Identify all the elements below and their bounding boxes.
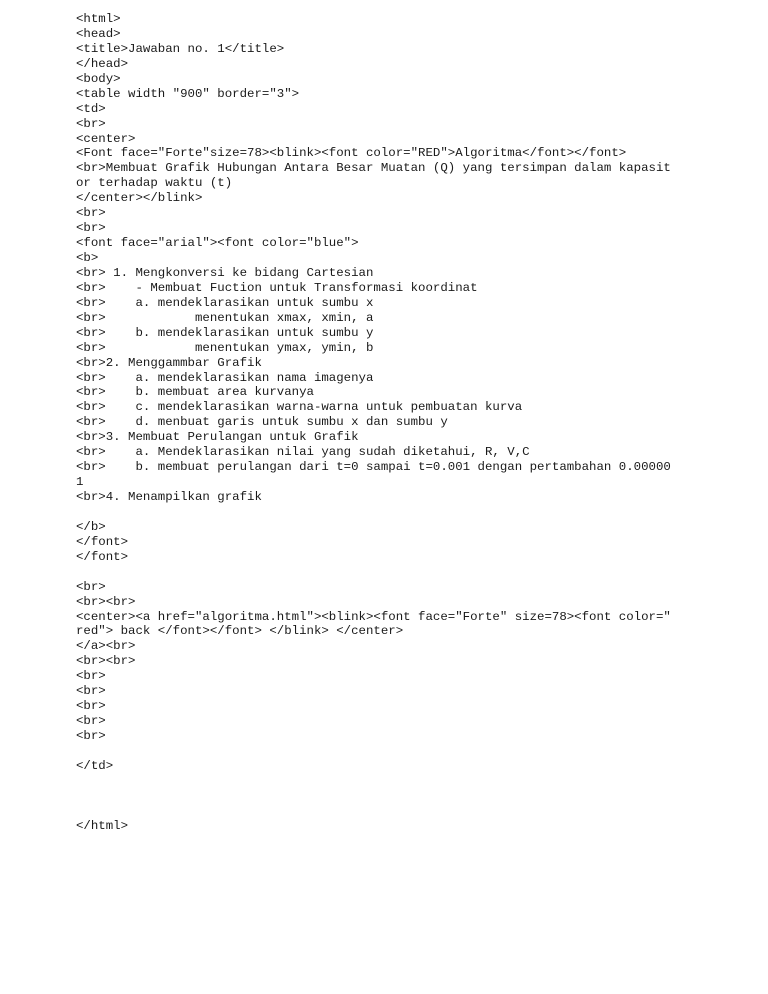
code-line: <br> a. mendeklarasikan nama imagenya bbox=[76, 370, 374, 385]
code-line: <br> bbox=[76, 116, 106, 131]
code-line: <br> menentukan xmax, xmin, a bbox=[76, 310, 374, 325]
code-line: <head> bbox=[76, 26, 121, 41]
code-line: <br>3. Membuat Perulangan untuk Grafik bbox=[76, 430, 359, 445]
code-line: <br> bbox=[76, 669, 106, 684]
code-line: <center><a href="algoritma.html"><blink><font face="Forte" size=78><font color=" bbox=[76, 609, 671, 624]
code-line: <body> bbox=[76, 71, 121, 86]
code-line: <br> bbox=[76, 221, 106, 236]
code-line: </td> bbox=[76, 758, 114, 773]
code-line: </html> bbox=[76, 818, 129, 833]
code-line: <br> d. menbuat garis untuk sumbu x dan sumbu y bbox=[76, 415, 448, 430]
code-line: <td> bbox=[76, 101, 106, 116]
code-line: </a><br> bbox=[76, 639, 136, 654]
code-line: <br> bbox=[76, 684, 106, 699]
code-line: <br> c. mendeklarasikan warna-warna untuk pembuatan kurva bbox=[76, 400, 523, 415]
code-line: <font face="arial"><font color="blue"> bbox=[76, 236, 359, 251]
code-line: </font> bbox=[76, 549, 129, 564]
code-line: <br> bbox=[76, 729, 106, 743]
code-line: <br> a. Mendeklarasikan nilai yang sudah diketahui, R, V,C bbox=[76, 445, 530, 460]
code-line: <br>Membuat Grafik Hubungan Antara Besar Muatan (Q) yang tersimpan dalam kapasit bbox=[76, 161, 671, 176]
code-line: <br> a. mendeklarasikan untuk sumbu x bbox=[76, 295, 374, 310]
code-line: <center> bbox=[76, 131, 136, 146]
code-line bbox=[76, 774, 756, 789]
code-line: <br> b. membuat area kurvanya bbox=[76, 385, 314, 400]
code-line: <br>4. Menampilkan grafik bbox=[76, 490, 262, 504]
code-line bbox=[76, 744, 756, 759]
code-line: or terhadap waktu (t) bbox=[76, 176, 233, 191]
code-line: 1 bbox=[76, 475, 84, 490]
document-page bbox=[76, 12, 756, 834]
code-line: <br> bbox=[76, 714, 106, 729]
code-line: <html> bbox=[76, 12, 121, 26]
code-line: red"> back </font></font> </blink> </center> bbox=[76, 624, 404, 639]
code-line: <br><br> bbox=[76, 594, 136, 609]
code-line: </head> bbox=[76, 56, 129, 71]
code-line bbox=[76, 804, 756, 819]
code-line: <br> bbox=[76, 579, 106, 594]
code-line: </b> bbox=[76, 519, 106, 534]
code-line: <br><br> bbox=[76, 654, 136, 669]
code-line: <br> b. membuat perulangan dari t=0 sampai t=0.001 dengan pertambahan 0.00000 bbox=[76, 460, 671, 475]
code-line: <br> b. mendeklarasikan untuk sumbu y bbox=[76, 325, 374, 340]
code-line: <table width "900" border="3"> bbox=[76, 86, 300, 101]
code-line: <title>Jawaban no. 1</title> bbox=[76, 41, 285, 56]
code-line bbox=[76, 789, 756, 804]
code-line: <br> 1. Mengkonversi ke bidang Cartesian bbox=[76, 265, 374, 280]
code-line: <br> - Membuat Fuction untuk Transformasi koordinat bbox=[76, 280, 478, 295]
code-line bbox=[76, 505, 756, 520]
code-line: </font> bbox=[76, 534, 129, 549]
code-line: <Font face="Forte"size=78><blink><font color="RED">Algoritma</font></font> bbox=[76, 146, 627, 161]
code-line: <br>2. Menggammbar Grafik bbox=[76, 355, 262, 370]
code-line: </center></blink> bbox=[76, 191, 203, 206]
code-line: <br> menentukan ymax, ymin, b bbox=[76, 340, 374, 355]
code-line: <br> bbox=[76, 206, 106, 221]
code-line: <br> bbox=[76, 699, 106, 714]
code-line bbox=[76, 565, 756, 580]
code-line: <b> bbox=[76, 251, 99, 265]
